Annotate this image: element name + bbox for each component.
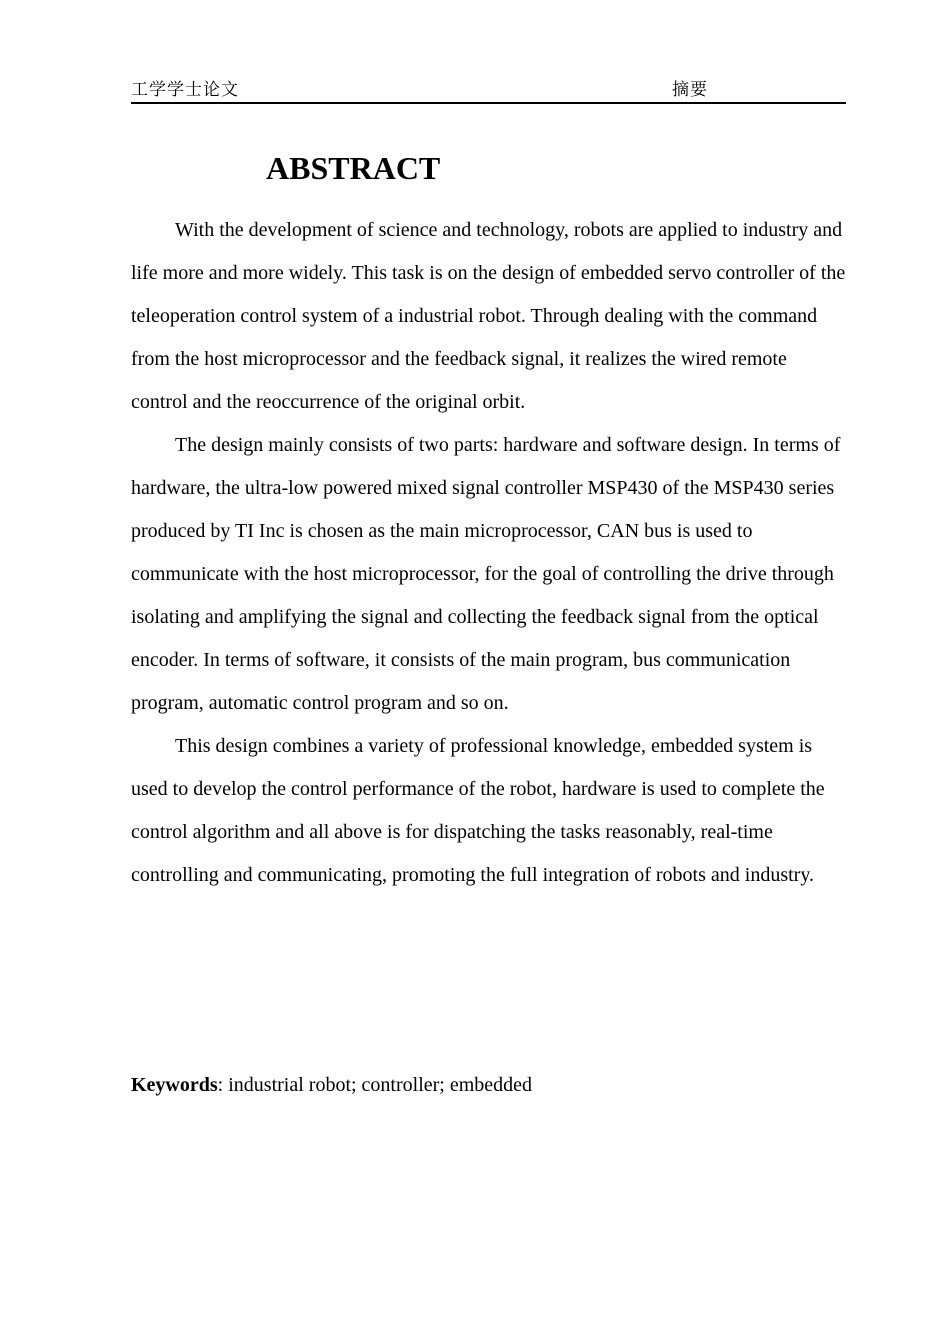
page-header (131, 78, 846, 104)
abstract-paragraph-2: The design mainly consists of two parts: hardware and software design. In terms of hardware, the ultra-low powered mixed signal controller MSP430 of the MSP430 series produced by TI Inc is chosen as the main microprocessor, CAN bus is used to communicate with the host microprocessor, for the goal of controlling the drive through isolating and amplifying the signal and collecting the feedback signal from the optical encoder. In terms of software, it consists of the main program, bus communication program, automatic control program and so on. (131, 434, 841, 714)
header-thesis-type: 工学学士论文 (131, 80, 239, 100)
abstract-title: ABSTRACT (266, 150, 441, 186)
abstract-body (131, 209, 846, 897)
keywords-value: industrial robot; controller; embedded (228, 1074, 533, 1096)
abstract-paragraph-3: This design combines a variety of professional knowledge, embedded system is used to develop the control performance of the robot, hardware is used to complete the control algorithm and all above is for dispatching the tasks reasonably, real-time controlling and communicating, promoting the full integration of robots and industry. (131, 735, 825, 886)
header-section-name: 摘要 (672, 80, 708, 100)
abstract-paragraph-1: With the development of science and technology, robots are applied to industry and life more and more widely. This task is on the design of embedded servo controller of the teleoperation control system of a industrial robot. Through dealing with the command from the host microprocessor and the feedback signal, it realizes the wired remote control and the reoccurrence of the original orbit. (131, 219, 846, 413)
keywords-label: Keywords (131, 1074, 218, 1096)
keywords-separator: : (217, 1074, 229, 1096)
keywords-line (131, 1065, 846, 1105)
